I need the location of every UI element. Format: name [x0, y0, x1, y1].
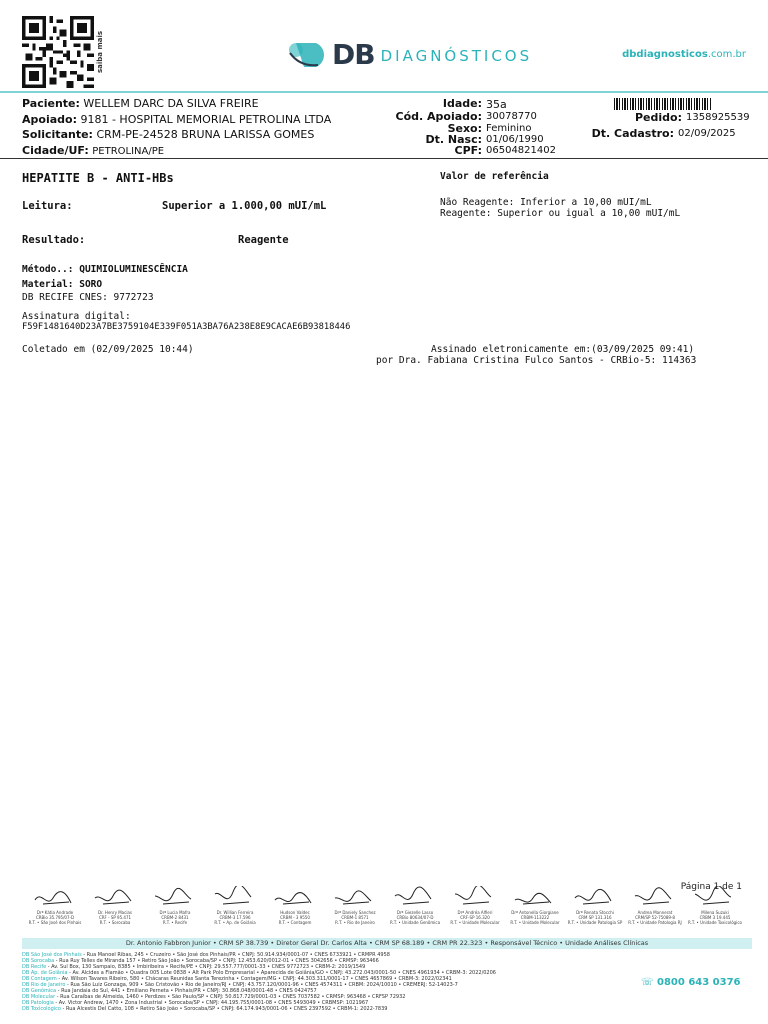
signature-rt: R.T. • Rio de Janeiro [335, 920, 375, 925]
signature-block [324, 886, 386, 925]
signature-block [264, 886, 326, 925]
signature-rt: R.T. • Unidade Molecular [450, 920, 500, 925]
solicitante-row [22, 128, 314, 141]
exam-title: HEPATITE B - ANTI-HBs [22, 171, 174, 185]
unit-address: - Rua Caraíbas de Almeida, 1460 • Perdizes • São Paulo/SP • CNPJ: 50.817.729/0001-03 • CNES 7037582 • CRMSP: 963468 • CRFSP 72932 [55, 994, 406, 1000]
qr-code[interactable] [22, 16, 94, 88]
signature-name: Drª Giezelle Lasso [396, 910, 434, 915]
site-bold: dbdiagnosticos [622, 49, 708, 60]
signature-block [444, 886, 506, 925]
unit-name: DB Rio de Janeiro [22, 982, 66, 988]
paciente-value: WELLEM DARC DA SILVA FREIRE [83, 97, 259, 110]
phone-icon: ☏ [641, 977, 657, 988]
signature-reg: CRBM 3 19.445 [699, 915, 731, 920]
signature-name: Drª Antonella Giorgiane [511, 910, 559, 915]
signature-icon [451, 886, 499, 910]
pedido-label: Pedido: [635, 111, 682, 124]
unit-address: - Rua São Luiz Gonzaga, 909 • São Cristovão • Rio de Janeiro/RJ • CNPJ: 43.757.120/0001-96 • CNES 4574311 • CRBM: 2024/10010 • CREMERJ: 52-14023-7 [65, 982, 458, 988]
cpf-label: CPF: [454, 144, 482, 157]
signature-icon [631, 886, 679, 910]
signature-rt: R.T. • Unidade Genômica [389, 920, 441, 925]
cidade-label: Cidade/UF: [22, 144, 89, 157]
ref-title: Valor de referência [440, 171, 549, 182]
assinatura-hash: F59F1481640D23A7BE3759104E339F051A3BA76A238E8E9CACAE6B93818446 [22, 322, 351, 332]
leitura-label: Leitura: [22, 200, 73, 212]
assinatura-label: Assinatura digital: [22, 311, 131, 322]
website-link[interactable] [622, 49, 746, 60]
signature-icon [271, 886, 319, 910]
signature-rt: R.T. • Unidade Toxicológico [688, 920, 742, 925]
signature-reg: CRM SP 131.316 [578, 915, 612, 920]
paciente-label: Paciente: [22, 97, 80, 110]
signature-reg: CRBio 35.795/07-D [35, 915, 75, 920]
unit-address: - Rua Alcestis Del Catto, 108 • Retiro São João • Sorocaba/SP • CNPJ: 64.174.943/0001-06 • CNES 2397592 • CRBM-1: 2022-7839 [60, 1006, 388, 1012]
lab-cnes: DB RECIFE CNES: 9772723 [22, 292, 154, 303]
assinado-por: por Dra. Fabiana Cristina Fulco Santos - CRBio-5: 114363 [376, 355, 697, 366]
signature-reg: CRBM-113222 [520, 915, 550, 920]
ref-reagente: Reagente: Superior ou igual a 10,00 mUI/mL [440, 208, 681, 219]
signature-name: Drª Renata Stocchi [576, 910, 614, 915]
signature-block [504, 886, 566, 925]
signature-name: Drª Kátia Andrade [36, 910, 74, 915]
apoiado-label: Apoiado: [22, 113, 77, 126]
unit-name: DB Toxicológico [22, 1006, 61, 1012]
unit-row [22, 1006, 622, 1012]
qr-side-text: saiba mais [96, 30, 104, 74]
signature-block [24, 886, 86, 925]
signature-icon [331, 886, 379, 910]
signature-reg: CRF - SP 95.471 [98, 915, 132, 920]
page-number: Página 1 de 1 [680, 882, 742, 892]
signature-rt: R.T. • Recife [162, 920, 188, 925]
sexo-value: Feminino [486, 123, 532, 134]
signature-icon [211, 886, 259, 910]
assinado-em: Assinado eletronicamente em:(03/09/2025 09:41) [431, 344, 695, 355]
nasc-value: 01/06/1990 [486, 134, 544, 145]
cod-apoiado-value: 30078770 [486, 111, 537, 122]
unit-name: DB Contagem [22, 976, 57, 982]
unit-name: DB Sorocaba [22, 958, 55, 964]
unit-name: DB Patologia [22, 1000, 54, 1006]
signature-rt: R.T. • Ap. de Goiânia [214, 920, 256, 925]
material-value: SORO [79, 279, 103, 290]
cadastro-label: Dt. Cadastro: [591, 127, 674, 140]
unit-name: DB Recife [22, 964, 47, 970]
signature-icon [91, 886, 139, 910]
resultado-label: Resultado: [22, 234, 86, 246]
idade-label: Idade: [442, 97, 482, 110]
solicitante-value: CRM-PE-24528 BRUNA LARISSA GOMES [96, 128, 315, 141]
signature-block [624, 886, 686, 925]
cidade-value: PETROLINA/PE [92, 146, 165, 157]
signature-block [204, 886, 266, 925]
db-diagnosticos-logo [286, 36, 532, 72]
pedido-value: 1358925539 [686, 112, 750, 123]
signature-block [564, 886, 626, 925]
signature-reg: CRM/SP 52-75089-8 [635, 915, 675, 920]
cadastro-value: 02/09/2025 [678, 128, 736, 139]
signatures-row [24, 886, 744, 934]
unit-address: - Av. Sul Box, 130 Sampaio, 8385 • Imbiribeira • Recife/PE • CNPJ: 29.557.777/0001-33 • CNES 9772723 • CRBM-2: 2019/1549 [46, 964, 366, 970]
header-divider [0, 91, 768, 93]
phone-contact[interactable] [641, 977, 741, 988]
resultado-value: Reagente [238, 234, 289, 246]
unit-name: DB Genômica [22, 988, 57, 994]
signature-rt: R.T. • Unidade Patologia RJ [628, 920, 682, 925]
logo-mark-icon [286, 39, 330, 69]
paciente-row [22, 97, 259, 110]
site-rest: .com.br [707, 49, 746, 60]
signature-name: Andrea Mannerat [637, 910, 673, 915]
directors-bar: Dr. Antonio Fabbron Junior • CRM SP 38.739 • Diretor Geral Dr. Carlos Alta • CRM SP 68.189 • CRM PR 22.323 • Responsável Técnico • Unidade Análises Clínicas [22, 938, 752, 949]
signature-reg: CRBM-3 17.596 [219, 915, 251, 920]
material-row [22, 279, 102, 290]
signature-reg: CRBio 80634/07-D [396, 915, 434, 920]
signature-reg: CRBM - 3 9550 [280, 915, 310, 920]
logo-db-text: DB [332, 37, 375, 71]
metodo-label: Método..: [22, 264, 74, 275]
signature-block [144, 886, 206, 925]
signature-rt: R.T. • Sorocaba [99, 920, 131, 925]
signature-name: Hudson Valdec [280, 910, 310, 915]
unit-name: DB Ap. de Goiânia [22, 970, 68, 976]
signature-block [384, 886, 446, 925]
unit-address: - Rua Ruy Telles de Miranda 157 • Retiro São João • Sorocaba/SP • CNPJ: 12.453.620/0012-01 • CNES 3042656 • CRMSP: 963466 [54, 958, 379, 964]
cidade-row [22, 144, 164, 157]
signature-rt: R.T. • Contagem [278, 920, 312, 925]
signature-reg: CRBM-1 8571 [341, 915, 369, 920]
signature-name: Milena Suzuki [701, 910, 729, 915]
signature-icon [691, 886, 739, 910]
unit-name: DB São José dos Pinhais [22, 952, 82, 958]
units-list [22, 952, 622, 1012]
signature-icon [31, 886, 79, 910]
signature-icon [151, 886, 199, 910]
patient-divider [0, 158, 768, 159]
signature-rt: R.T. • São José dos Pinhais [28, 920, 82, 925]
signature-name: Dr. Henry Macias [98, 910, 132, 915]
metodo-value: QUIMIOLUMINESCÊNCIA [79, 264, 188, 275]
signature-block [84, 886, 146, 925]
signature-icon [571, 886, 619, 910]
coletado-em: Coletado em (02/09/2025 10:44) [22, 344, 194, 355]
pedido-barcode [614, 98, 712, 110]
signature-name: Drª Andréa Alfieri [457, 910, 493, 915]
signature-name: Drª Lucia Mafra [159, 910, 191, 915]
apoiado-row [22, 113, 331, 126]
signature-reg: CRF-SP 16.320 [460, 915, 490, 920]
material-label: Material: [22, 279, 74, 290]
unit-address: - Av. Wilson Tavares Ribeiro, 580 • Chácaras Reunidas Santa Terezinha • Contagem/MG • CNPJ: 44.303.311/0001-17 • CNES 4657869 • CRBM-3: 2022/02341 [56, 976, 452, 982]
ref-nao-reagente: Não Reagente: Inferior a 10,00 mUI/mL [440, 197, 652, 208]
signature-icon [391, 886, 439, 910]
unit-address: - Rua Manoel Ribas, 245 • Cruzeiro • São José dos Pinhais/PR • CNPJ: 50.914.934/0001-07 • CNES 6733921 • CRMPR 4958 [81, 952, 390, 958]
sexo-label: Sexo: [447, 122, 482, 135]
unit-name: DB Molecular [22, 994, 56, 1000]
leitura-value: Superior a 1.000,00 mUI/mL [162, 200, 327, 212]
logo-diagnosticos-text: DIAGNÓSTICOS [380, 47, 533, 65]
phone-number: 0800 643 0376 [657, 977, 741, 988]
signature-reg: CRBM-2 8431 [161, 915, 189, 920]
nasc-label: Dt. Nasc: [425, 133, 482, 146]
signature-icon [511, 886, 559, 910]
cod-apoiado-label: Cód. Apoiado: [395, 110, 482, 123]
apoiado-value: 9181 - HOSPITAL MEMORIAL PETROLINA LTDA [80, 113, 332, 126]
signature-block [684, 886, 746, 925]
signature-name: Drª Daniely Sanchez [334, 910, 376, 915]
signature-rt: R.T. • Unidade Molecular [510, 920, 560, 925]
signature-name: Dr. Willian Ferreira [216, 910, 254, 915]
unit-address: - Av. Alcides a Flamão • Quadra 005 Lote 0838 • Alt Park Polo Empresarial • Aparecida de Goiânia/GO • CNPJ: 43.272.043/0001-50 • CNES 4961934 • CRBM-3: 2022/0206 [67, 970, 496, 976]
signature-rt: R.T. • Unidade Patologia SP [567, 920, 623, 925]
idade-value: 35a [486, 98, 507, 111]
unit-address: - Av. Victor Andrew, 1470 • Zona Industrial • Sorocaba/SP • CNPJ: 44.195.755/0001-08 • CNES 5493049 • CRBMSP: 1021967 [53, 1000, 369, 1006]
solicitante-label: Solicitante: [22, 128, 93, 141]
cpf-value: 06504821402 [486, 145, 556, 156]
metodo-row [22, 264, 188, 275]
unit-address: - Rua Jandaia do Sul, 441 • Emiliano Perneta • Pinhais/PR • CNPJ: 30.868.048/0001-48 • CNES 0424757 [56, 988, 317, 994]
